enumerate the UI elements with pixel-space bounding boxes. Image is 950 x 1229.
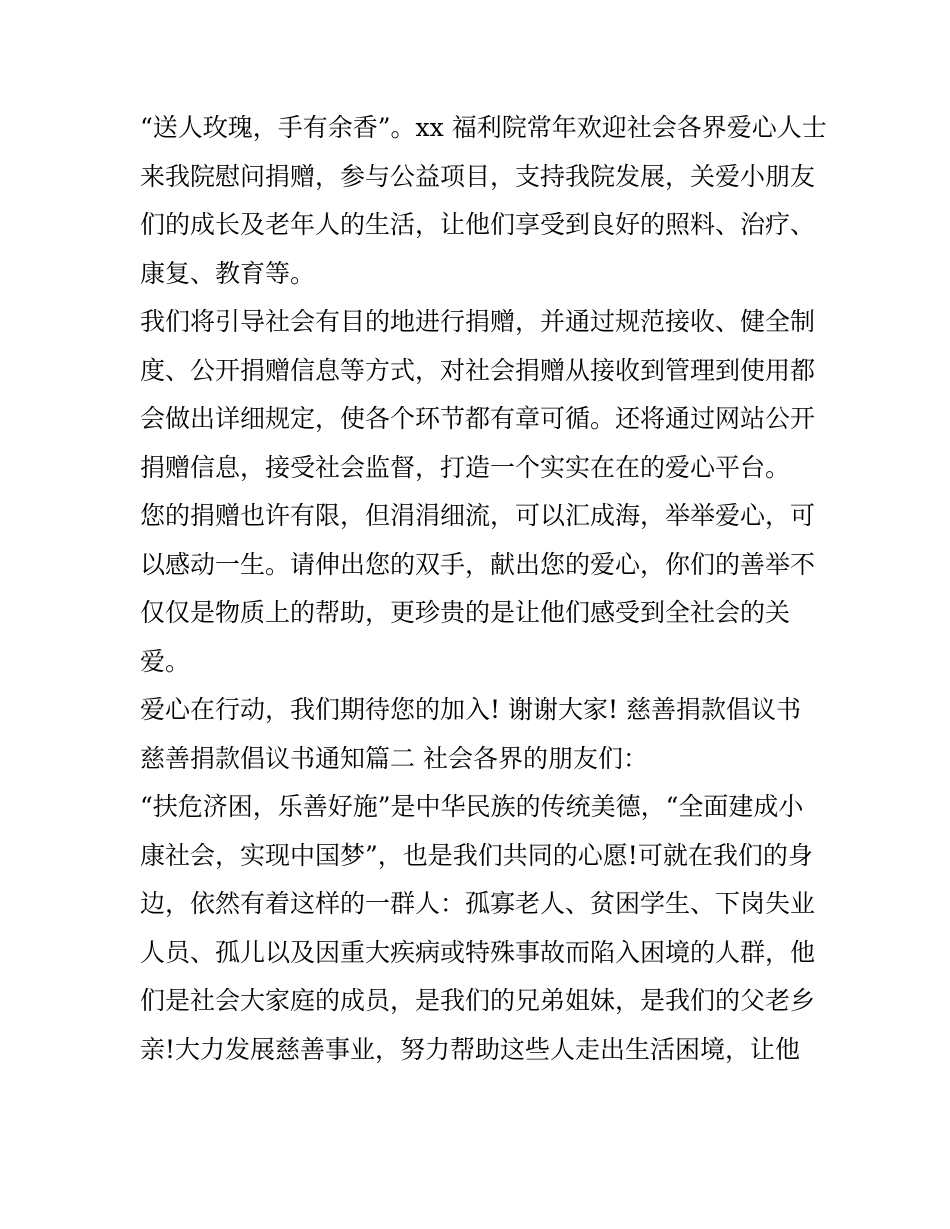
text-line: 爱。 [140, 646, 191, 676]
document-body [140, 104, 827, 1074]
text-line: 边，依然有着这样的一群人：孤寡老人、贫困学生、下岗失业 [140, 889, 816, 918]
text-line: 康社会，实现中国梦”，也是我们共同的心愿!可就在我们的身 [140, 840, 813, 870]
text-line: 们是社会大家庭的成员，是我们的兄弟姐妹，是我们的父老乡 [140, 986, 816, 1015]
text-line: 您的捐赠也许有限，但涓涓细流，可以汇成海，举举爱心，可 [140, 501, 816, 530]
text-line: 人员、孤儿以及因重大疾病或特殊事故而陷入困境的人群，他 [140, 937, 816, 967]
text-line: 度、公开捐赠信息等方式，对社会捐赠从接收到管理到使用都 [140, 355, 816, 385]
text-line: “送人玫瑰，手有余香”。xx 福利院常年欢迎社会各界爱心人士 [140, 113, 827, 142]
text-line: 来我院慰问捐赠，参与公益项目，支持我院发展，关爱小朋友 [140, 161, 816, 191]
text-line: 仅仅是物质上的帮助，更珍贵的是让他们感受到全社会的关 [140, 598, 791, 627]
text-line: 们的成长及老年人的生活，让他们享受到良好的照料、治疗、 [140, 210, 816, 239]
text-line: 爱心在行动，我们期待您的加入! 谢谢大家! 慈善捐款倡议书 [140, 695, 801, 724]
text-line: 亲!大力发展慈善事业，努力帮助这些人走出生活困境，让他 [140, 1034, 801, 1064]
text-line: “扶危济困，乐善好施”是中华民族的传统美德，“全面建成小 [140, 792, 804, 821]
text-line: 慈善捐款倡议书通知篇二 社会各界的朋友们： [140, 743, 648, 773]
text-line: 我们将引导社会有目的地进行捐赠，并通过规范接收、健全制 [140, 307, 816, 336]
text-line: 康复、教育等。 [140, 258, 316, 288]
text-line: 会做出详细规定，使各个环节都有章可循。还将通过网站公开 [140, 404, 816, 433]
text-line: 捐赠信息，接受社会监督，打造一个实实在在的爱心平台。 [140, 452, 791, 482]
text-line: 以感动一生。请伸出您的双手，献出您的爱心，你们的善举不 [140, 549, 816, 579]
